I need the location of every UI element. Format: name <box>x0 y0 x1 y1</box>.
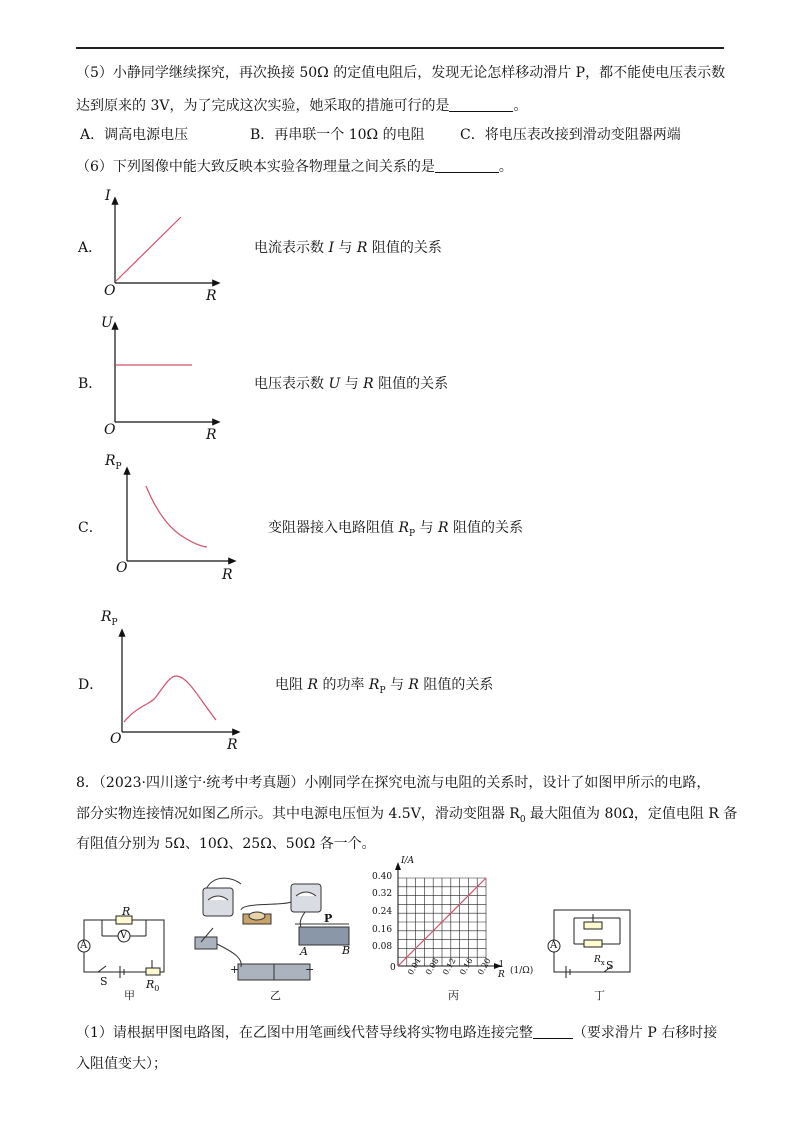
circuit-ding <box>544 900 644 986</box>
bing-ytick-4: 0.08 <box>372 942 393 952</box>
yi-b-label: B <box>342 944 351 957</box>
bing-y-label: I/A <box>401 856 415 866</box>
yi-a-label: A <box>300 945 308 958</box>
bing-xtick-3: 0.16 <box>458 956 475 977</box>
bing-ytick-2: 0.24 <box>372 907 393 917</box>
jia-r0-label: $R_0$ <box>146 978 160 994</box>
graph-d-curve <box>124 676 216 722</box>
graph-d-origin: O <box>110 731 122 747</box>
graph-a-origin: O <box>104 283 116 299</box>
q5-option-b[interactable]: B．再串联一个 10Ω 的电阻 <box>250 127 425 143</box>
graph-c-y-label: $R_P$ <box>105 453 122 472</box>
jia-r-label: R <box>122 905 131 918</box>
yi-plus: + <box>230 963 240 976</box>
q8-sub1-line2: 入阻值变大）； <box>76 1056 167 1072</box>
jia-a-label: A <box>80 940 88 951</box>
yi-p-label: P <box>324 912 333 925</box>
ding-rx-label: $R_x$ <box>594 955 605 967</box>
q6-choice-d-key[interactable]: D． <box>78 677 104 693</box>
q6-choice-d-caption: 电阻 R 的功率 $R_P$ 与 R 阻值的关系 <box>275 677 494 696</box>
q6-stem: （6）下列图像中能大致反映本实验各物理量之间关系的是 。 <box>76 159 513 175</box>
graph-a-y-label: I <box>105 188 111 204</box>
graph-a-x-label: R <box>206 288 217 304</box>
q6-choice-c-key[interactable]: C． <box>78 520 103 536</box>
q5-option-a[interactable]: A．调高电源电压 <box>80 127 189 143</box>
bing-origin: 0 <box>390 963 396 973</box>
jia-v-label: V <box>120 930 128 941</box>
q8-sub1-line1: （1）请根据甲图电路图，在乙图中用笔画线代替导线将实物电路连接完整 （要求滑片 P 右移时接 <box>76 1025 718 1041</box>
graph-d-x-label: R <box>227 737 238 753</box>
bing-x-label: 1 R <box>498 960 505 980</box>
fig-label-ding: 丁 <box>594 989 605 1002</box>
bing-ytick-0: 0.40 <box>372 872 393 882</box>
bing-xtick-1: 0.08 <box>424 956 441 977</box>
q5-option-c[interactable]: C．将电压表改接到滑动变阻器两端 <box>460 127 681 143</box>
graph-b-y-label: U <box>101 315 113 331</box>
graph-c-origin: O <box>116 560 128 576</box>
q6-choice-a-key[interactable]: A． <box>78 240 103 256</box>
q8-line2: 部分实物连接情况如图乙所示。其中电源电压恒为 4.5V，滑动变阻器 $R_0$ 最大阻值为 80Ω，定值电阻 R 备 <box>76 806 738 825</box>
q8-sub1-blank[interactable] <box>533 1024 573 1039</box>
q6-choice-b-caption: 电压表示数 U 与 R 阻值的关系 <box>254 376 449 392</box>
q6-choice-a-caption: 电流表示数 I 与 R 阻值的关系 <box>254 240 442 256</box>
graph-b-origin: O <box>104 422 116 438</box>
bing-xtick-2: 0.12 <box>441 956 458 977</box>
q5-line2: 达到原来的 3V，为了完成这次实验，她采取的措施可行的是 。 <box>76 98 528 114</box>
fig-label-yi: 乙 <box>270 989 281 1002</box>
q5-line1: （5）小静同学继续探究，再次换接 50Ω 的定值电阻后，发现无论怎样移动滑片 P，都不能使电压表示数 <box>76 65 726 81</box>
bing-xtick-4: 0.20 <box>476 956 493 977</box>
jia-s-label: S <box>100 975 108 988</box>
q8-line1: 8．（2023·四川遂宁·统考中考真题）小刚同学在探究电流与电阻的关系时，设计了如图甲所示的电路， <box>76 775 711 791</box>
bing-xtick-0: 0.04 <box>406 956 423 977</box>
bing-ytick-1: 0.32 <box>372 889 393 899</box>
q8-line3: 有阻值分别为 5Ω、10Ω、25Ω、50Ω 各一个。 <box>76 836 376 852</box>
fig-label-bing: 丙 <box>448 989 459 1002</box>
yi-minus: − <box>305 963 315 976</box>
bing-x-unit: (1/Ω) <box>510 966 534 976</box>
graph-d <box>122 632 237 732</box>
fig-label-jia: 甲 <box>124 989 135 1002</box>
q6-choice-c-caption: 变阻器接入电路阻值 $R_P$ 与 R 阻值的关系 <box>268 520 523 539</box>
ding-s-label: S <box>606 959 614 972</box>
bing-ytick-3: 0.16 <box>372 925 393 935</box>
apparatus-yi <box>183 872 353 987</box>
graph-b-x-label: R <box>206 427 217 443</box>
q6-choice-b-key[interactable]: B． <box>78 376 103 392</box>
graph-d-y-label: $R_P$ <box>101 609 118 628</box>
graph-c-x-label: R <box>222 567 233 583</box>
ding-a-label: A <box>550 940 558 951</box>
